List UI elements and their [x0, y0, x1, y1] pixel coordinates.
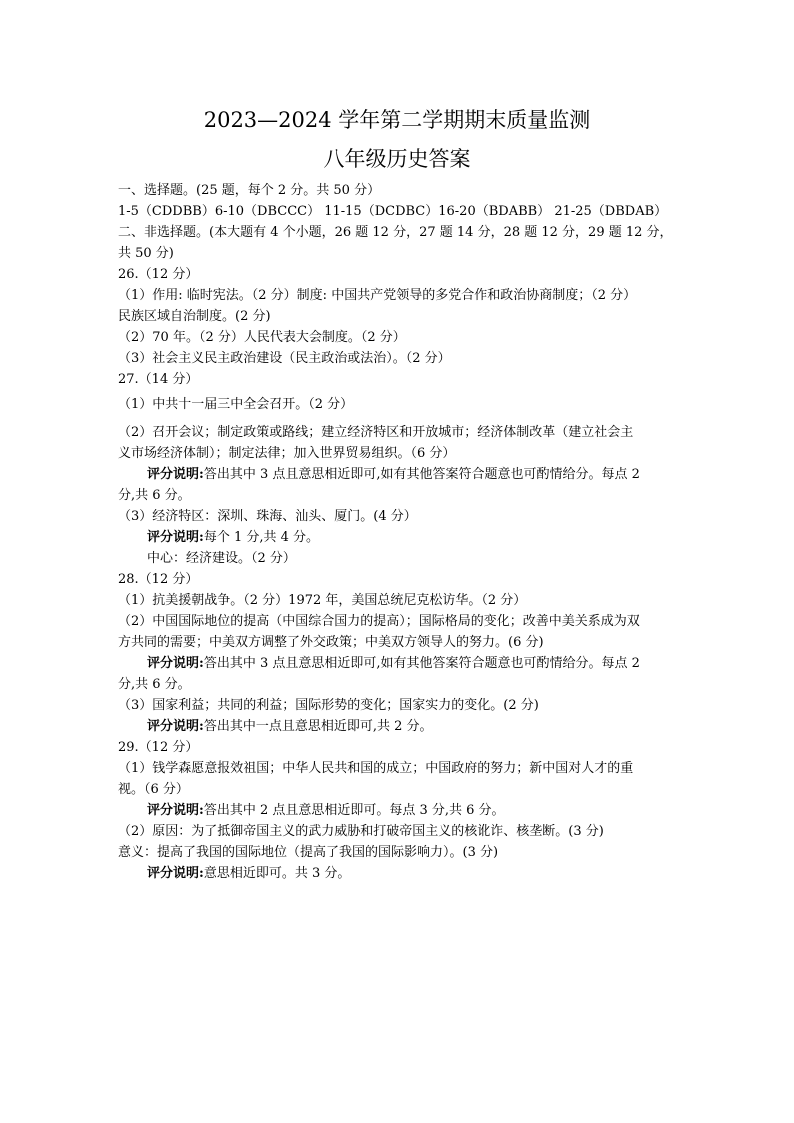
q27-heading: 27.（14 分）: [118, 372, 199, 387]
q26-answer-3: （3）社会主义民主政治建设（民主政治或法治）。（2 分）: [118, 351, 451, 366]
choice-answers: 1-5（CDDBB）6-10（DBCCC） 11-15（DCDBC）16-20（BDABB） 21-25（DBDAB）: [118, 204, 668, 219]
q29-answer-1: （1）钱学森愿意报效祖国；中华人民共和国的成立；中国政府的努力；新中国对人才的重: [118, 761, 634, 776]
q27-answer-2: （2）召开会议；制定政策或路线；建立经济特区和开放城市；经济体制改革（建立社会主: [118, 425, 634, 440]
q27-eval-note-1-cont: 分,共 6 分。: [118, 488, 191, 503]
q28-answer-1: （1）抗美援朝战争。（2 分）1972 年，美国总统尼克松访华。（2 分）: [118, 593, 527, 608]
q29-answer-1-cont: 视。（6 分）: [118, 782, 189, 797]
q27-eval-note-2: 评分说明:每个 1 分,共 4 分。: [147, 530, 320, 545]
eval-label: 评分说明:: [147, 803, 204, 818]
q27-answer-3: （3）经济特区：深圳、珠海、汕头、厦门。(4 分）: [118, 509, 417, 524]
q27-answer-2-cont: 义市场经济体制）；制定法律；加入世界贸易组织。（6 分）: [118, 446, 456, 461]
q29-eval-note-1: 评分说明:答出其中 2 点且意思相近即可。每点 3 分,共 6 分。: [147, 803, 505, 818]
q27-answer-3-center: 中心：经济建设。（2 分）: [147, 551, 296, 566]
q29-answer-2-significance: 意义：提高了我国的国际地位（提高了我国的国际影响力）。(3 分): [118, 845, 499, 860]
q28-answer-2: （2）中国国际地位的提高（中国综合国力的提高）；国际格局的变化；改善中美关系成为双: [118, 614, 640, 629]
eval-label: 评分说明:: [147, 719, 204, 734]
q26-answer-1: （1）作用: 临时宪法。（2 分）制度: 中国共产党领导的多党合作和政治协商制度；（2 分）: [118, 288, 637, 303]
q26-answer-1-cont: 民族区域自治制度。(2 分): [118, 309, 271, 324]
q29-answer-2: （2）原因：为了抵御帝国主义的武力威胁和打破帝国主义的核讹诈、核垄断。(3 分): [118, 824, 604, 839]
q28-answer-3: （3）国家利益；共同的利益；国际形势的变化；国家实力的变化。(2 分): [118, 698, 539, 713]
q29-eval-note-2: 评分说明:意思相近即可。共 3 分。: [147, 866, 351, 881]
document-subtitle: 八年级历史答案: [323, 147, 471, 171]
eval-label: 评分说明:: [147, 866, 204, 881]
q27-eval-note-1: 评分说明:答出其中 3 点且意思相近即可,如有其他答案符合题意也可酌情给分。每点 2: [147, 467, 640, 482]
document-title: 2023—2024 学年第二学期期末质量监测: [203, 108, 591, 132]
q29-heading: 29.（12 分）: [118, 740, 199, 755]
eval-label: 评分说明:: [147, 467, 204, 482]
q28-heading: 28.（12 分）: [118, 572, 199, 587]
q28-eval-note-1: 评分说明:答出其中 3 点且意思相近即可,如有其他答案符合题意也可酌情给分。每点 2: [147, 656, 640, 671]
q28-eval-note-2: 评分说明:答出其中一点且意思相近即可,共 2 分。: [147, 719, 433, 734]
q27-answer-1: （1）中共十一届三中全会召开。（2 分）: [118, 397, 354, 412]
section-nonchoice-heading: 二、非选择题。(本大题有 4 个小题，26 题 12 分，27 题 14 分，28 题 12 分，29 题 12 分，: [118, 225, 673, 240]
section-choice-heading: 一、选择题。(25 题，每个 2 分。共 50 分）: [118, 183, 381, 198]
section-nonchoice-heading-cont: 共 50 分): [118, 246, 174, 261]
q26-answer-2: （2）70 年。（2 分）人民代表大会制度。（2 分）: [118, 330, 406, 345]
eval-label: 评分说明:: [147, 530, 204, 545]
eval-label: 评分说明:: [147, 656, 204, 671]
q28-eval-note-1-cont: 分,共 6 分。: [118, 677, 191, 692]
q26-heading: 26.（12 分）: [118, 267, 199, 282]
q28-answer-2-cont: 方共同的需要；中美双方调整了外交政策；中美双方领导人的努力。(6 分): [118, 635, 544, 650]
